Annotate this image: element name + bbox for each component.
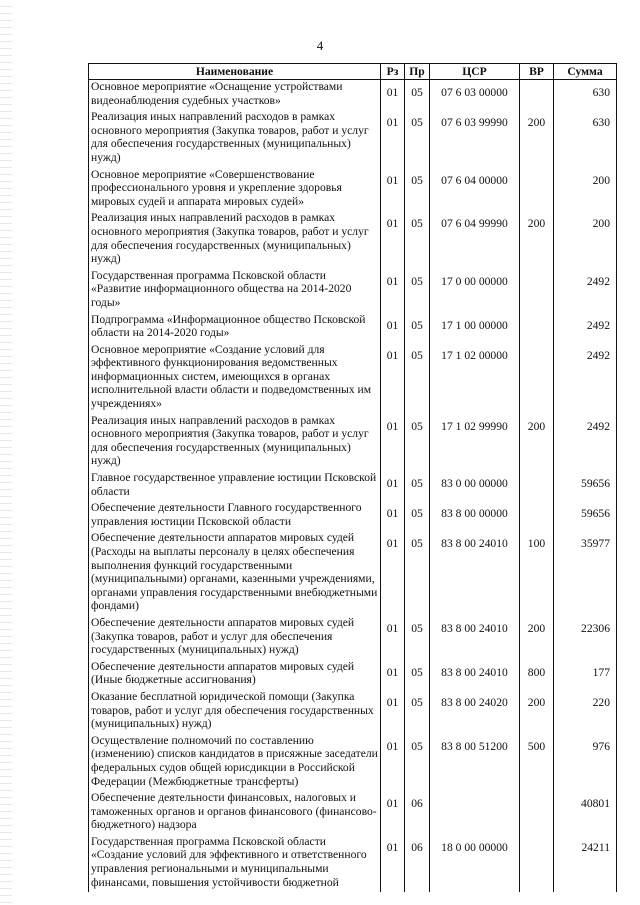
- cell-csr: 17 1 02 99990: [430, 414, 520, 471]
- cell-vr: [520, 80, 554, 111]
- cell-sum: 22306: [554, 616, 617, 660]
- cell-name: Реализация иных направлений расходов в рамках основного мероприятия (Закупка товаров, работ и услуг для обеспечения государственных (муниципальных) нужд): [89, 414, 381, 471]
- table-row: [89, 168, 617, 212]
- cell-rz: 01: [381, 791, 405, 835]
- cell-name: Обеспечение деятельности финансовых, налоговых и таможенных органов и органов финансового (финансово-бюджетного) надзора: [89, 791, 381, 835]
- table-row: [89, 616, 617, 660]
- cell-rz: 01: [381, 616, 405, 660]
- table-row: [89, 690, 617, 734]
- table-row: [89, 343, 617, 414]
- cell-pr: 05: [405, 531, 430, 616]
- cell-sum: 59656: [554, 501, 617, 531]
- cell-pr: 05: [405, 269, 430, 313]
- table-row: [89, 531, 617, 616]
- cell-name: Государственная программа Псковской области «Развитие информационного общества на 2014-2020 годы»: [89, 269, 381, 313]
- cell-name: Подпрограмма «Информационное общество Псковской области на 2014-2020 годы»: [89, 313, 381, 343]
- cell-name: Основное мероприятие «Создание условий для эффективного функционирования ведомственных информационных систем, имеющихся в органах исполнительной власти области и подведомственных им учреждениях»: [89, 343, 381, 414]
- cell-vr: [520, 471, 554, 501]
- cell-rz: 01: [381, 531, 405, 616]
- cell-pr: 05: [405, 211, 430, 268]
- cell-pr: 05: [405, 414, 430, 471]
- cell-sum: 35977: [554, 531, 617, 616]
- cell-name: Оказание бесплатной юридической помощи (Закупка товаров, работ и услуг для обеспечения государственных (муниципальных) нужд): [89, 690, 381, 734]
- cell-name: Обеспечение деятельности Главного государственного управления юстиции Псковской области: [89, 501, 381, 531]
- cell-name: Реализация иных направлений расходов в рамках основного мероприятия (Закупка товаров, работ и услуг для обеспечения государственных (муниципальных) нужд): [89, 110, 381, 167]
- cell-csr: 83 8 00 51200: [430, 734, 520, 791]
- cell-vr: 100: [520, 531, 554, 616]
- table-row: [89, 734, 617, 791]
- cell-name: Главное государственное управление юстиции Псковской области: [89, 471, 381, 501]
- cell-rz: 01: [381, 690, 405, 734]
- cell-name: Обеспечение деятельности аппаратов мировых судей (Закупка товаров, работ и услуг для обеспечения государственных (муниципальных) нужд): [89, 616, 381, 660]
- scan-edge-artifact: [0, 0, 12, 905]
- cell-csr: 83 8 00 24020: [430, 690, 520, 734]
- table-row: [89, 313, 617, 343]
- cell-rz: 01: [381, 501, 405, 531]
- cell-rz: 01: [381, 414, 405, 471]
- cell-name: Обеспечение деятельности аппаратов мировых судей (Расходы на выплаты персоналу в целях обеспечения выполнения функций государственными (муниципальными) органами, казенными учреждениями, органами управления государственными внебюджетными фондами): [89, 531, 381, 616]
- cell-vr: 200: [520, 110, 554, 167]
- cell-name: Реализация иных направлений расходов в рамках основного мероприятия (Закупка товаров, работ и услуг для обеспечения государственных (муниципальных) нужд): [89, 211, 381, 268]
- cell-name: Обеспечение деятельности аппаратов мировых судей (Иные бюджетные ассигнования): [89, 660, 381, 690]
- cell-pr: 06: [405, 791, 430, 835]
- cell-vr: [520, 168, 554, 212]
- cell-sum: 220: [554, 690, 617, 734]
- cell-csr: 07 6 04 99990: [430, 211, 520, 268]
- cell-csr: 17 1 02 00000: [430, 343, 520, 414]
- cell-name: Осуществление полномочий по составлению (изменению) списков кандидатов в присяжные заседатели федеральных судов общей юрисдикции в Российской Федерации (Межбюджетные трансферты): [89, 734, 381, 791]
- cell-vr: [520, 313, 554, 343]
- cell-pr: 05: [405, 80, 430, 111]
- cell-sum: 630: [554, 80, 617, 111]
- cell-csr: [430, 791, 520, 835]
- table-row: [89, 110, 617, 167]
- header-sum: Сумма: [554, 64, 617, 80]
- cell-csr: 83 8 00 24010: [430, 531, 520, 616]
- cell-sum: 40801: [554, 791, 617, 835]
- cell-name: Государственная программа Псковской области «Создание условий для эффективного и ответственного управления региональными и муниципальными финансами, повышения устойчивости бюджетной: [89, 835, 381, 892]
- cell-csr: 83 8 00 00000: [430, 501, 520, 531]
- table-body: [89, 80, 617, 893]
- cell-sum: 630: [554, 110, 617, 167]
- cell-csr: 83 0 00 00000: [430, 471, 520, 501]
- table-row: [89, 414, 617, 471]
- cell-sum: 2492: [554, 343, 617, 414]
- cell-rz: 01: [381, 110, 405, 167]
- cell-sum: 59656: [554, 471, 617, 501]
- header-csr: ЦСР: [430, 64, 520, 80]
- cell-rz: 01: [381, 471, 405, 501]
- cell-sum: 24211: [554, 835, 617, 892]
- cell-rz: 01: [381, 211, 405, 268]
- cell-vr: 800: [520, 660, 554, 690]
- cell-sum: 2492: [554, 269, 617, 313]
- header-vr: ВР: [520, 64, 554, 80]
- table-row: [89, 791, 617, 835]
- cell-csr: 07 6 04 00000: [430, 168, 520, 212]
- cell-vr: [520, 501, 554, 531]
- cell-vr: [520, 269, 554, 313]
- cell-rz: 01: [381, 343, 405, 414]
- cell-name: Основное мероприятие «Оснащение устройствами видеонаблюдения судебных участков»: [89, 80, 381, 111]
- header-rz: Рз: [381, 64, 405, 80]
- cell-pr: 05: [405, 616, 430, 660]
- cell-vr: 200: [520, 616, 554, 660]
- table-header-row: [89, 64, 617, 80]
- header-pr: Пр: [405, 64, 430, 80]
- cell-vr: 200: [520, 414, 554, 471]
- cell-pr: 05: [405, 168, 430, 212]
- cell-rz: 01: [381, 835, 405, 892]
- table-row: [89, 80, 617, 111]
- cell-vr: 500: [520, 734, 554, 791]
- cell-sum: 200: [554, 211, 617, 268]
- cell-pr: 05: [405, 313, 430, 343]
- cell-pr: 06: [405, 835, 430, 892]
- cell-csr: 18 0 00 00000: [430, 835, 520, 892]
- cell-rz: 01: [381, 734, 405, 791]
- table-row: [89, 269, 617, 313]
- cell-pr: 05: [405, 660, 430, 690]
- cell-name: Основное мероприятие «Совершенствование профессионального уровня и укрепление здоровья мировых судей и аппарата мировых судей»: [89, 168, 381, 212]
- cell-vr: [520, 835, 554, 892]
- cell-pr: 05: [405, 690, 430, 734]
- cell-csr: 17 1 00 00000: [430, 313, 520, 343]
- table-row: [89, 501, 617, 531]
- cell-rz: 01: [381, 80, 405, 111]
- cell-vr: 200: [520, 211, 554, 268]
- cell-sum: 2492: [554, 414, 617, 471]
- cell-sum: 976: [554, 734, 617, 791]
- cell-pr: 05: [405, 501, 430, 531]
- cell-csr: 17 0 00 00000: [430, 269, 520, 313]
- cell-rz: 01: [381, 269, 405, 313]
- table-row: [89, 471, 617, 501]
- cell-pr: 05: [405, 343, 430, 414]
- cell-csr: 07 6 03 00000: [430, 80, 520, 111]
- cell-csr: 83 8 00 24010: [430, 616, 520, 660]
- cell-pr: 05: [405, 471, 430, 501]
- table-row: [89, 211, 617, 268]
- cell-csr: 07 6 03 99990: [430, 110, 520, 167]
- budget-table: [88, 63, 617, 892]
- page-number: 4: [316, 38, 324, 53]
- cell-pr: 05: [405, 734, 430, 791]
- table-row: [89, 835, 617, 892]
- cell-sum: 2492: [554, 313, 617, 343]
- cell-vr: 200: [520, 690, 554, 734]
- header-name: Наименование: [89, 64, 381, 80]
- cell-sum: 200: [554, 168, 617, 212]
- cell-vr: [520, 791, 554, 835]
- cell-vr: [520, 343, 554, 414]
- cell-csr: 83 8 00 24010: [430, 660, 520, 690]
- cell-sum: 177: [554, 660, 617, 690]
- table-row: [89, 660, 617, 690]
- cell-pr: 05: [405, 110, 430, 167]
- cell-rz: 01: [381, 313, 405, 343]
- cell-rz: 01: [381, 660, 405, 690]
- cell-rz: 01: [381, 168, 405, 212]
